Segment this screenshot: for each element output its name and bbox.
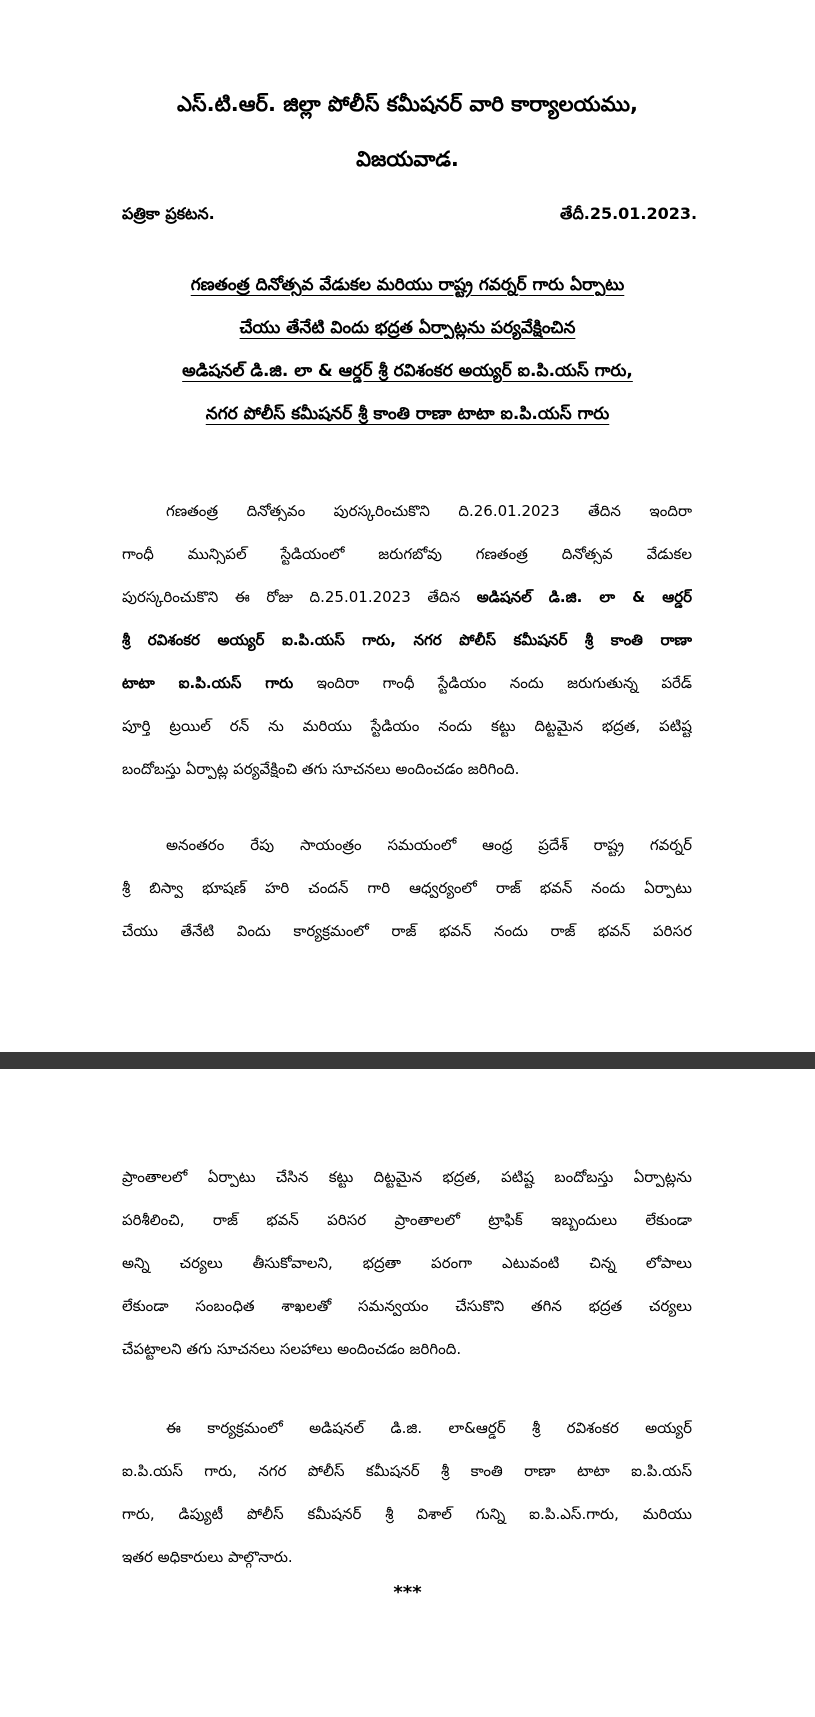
- paragraph-1-line: గాంధీ మున్సిపల్ స్టేడియంలో జరుగబోవు గణతంత్ర దినోత్సవ వేడుకల: [122, 545, 692, 563]
- headline: [100, 264, 715, 436]
- page-divider: [0, 1052, 815, 1069]
- headline-line4: నగర పోలీస్ కమీషనర్ శ్రీ కాంతి రాణా టాటా ఐ.పి.యస్ గారు: [205, 404, 610, 424]
- paragraph-1-text: పురస్కరించుకొని ఈ రోజు ది.25.01.2023 తేదిన: [122, 588, 477, 606]
- paragraph-3-line: అన్ని చర్యలు తీసుకోవాలని, భద్రతా పరంగా ఎటువంటి చిన్న లోపాలు: [122, 1254, 692, 1272]
- headline-line1: గణతంత్ర దినోత్సవ వేడుకల మరియు రాష్ట్ర గవర్నర్ గారు ఏర్పాటు: [190, 275, 625, 295]
- paragraph-1-bold-text: అడిషనల్ డి.జి. లా & ఆర్డర్: [476, 588, 692, 606]
- office-title-line1: ఎస్.టి.ఆర్. జిల్లా పోలీస్ కమీషనర్ వారి కార్యాలయము,: [176, 92, 639, 116]
- paragraph-1-line: బందోబస్తు ఏర్పాట్ల పర్యవేక్షించి తగు సూచనలు అందించడం జరిగింది.: [122, 760, 520, 778]
- paragraph-1-line: పూర్తి ట్రయిల్ రన్ ను మరియు స్టేడియం నందు కట్టు దిట్టమైన భద్రత, పటిష్ట: [122, 717, 692, 735]
- headline-line2: చేయు తేనేటి విందు భద్రత ఏర్పాట్లను పర్యవేక్షించిన: [239, 318, 576, 338]
- paragraph-3-line: చేపట్టాలని తగు సూచనలు సలహాలు అందించడం జరిగింది.: [122, 1340, 462, 1358]
- document-page-2: [0, 1069, 815, 1717]
- paragraph-1-bold-text: టాటా ఐ.పి.యస్ గారు: [122, 674, 294, 692]
- headline-line3: అడిషనల్ డి.జి. లా & ఆర్డర్ శ్రీ రవిశంకర అయ్యర్ ఐ.పి.యస్ గారు,: [182, 361, 633, 381]
- office-title-line2: విజయవాడ.: [356, 147, 459, 171]
- paragraph-3-line: ప్రాంతాలలో ఏర్పాటు చేసిన కట్టు దిట్టమైన భద్రత, పటిష్ట బందోబస్తు ఏర్పాట్లను: [122, 1168, 692, 1186]
- paragraph-1-line: [122, 662, 692, 705]
- paragraph-1: [122, 490, 692, 791]
- paragraph-2-line: చేయు తేనేటి విందు కార్యక్రమంలో రాజ్ భవన్ నందు రాజ్ భవన్ పరిసర: [122, 922, 692, 940]
- paragraph-2: [122, 824, 692, 953]
- paragraph-3-line: పరిశీలించి, రాజ్ భవన్ పరిసర ప్రాంతాలలో ట్రాఫిక్ ఇబ్బందులు లేకుండా: [122, 1211, 692, 1229]
- paragraph-4: [122, 1407, 692, 1579]
- paragraph-2-line: శ్రీ బిస్వా భూషణ్ హరి చందన్ గారి ఆధ్వర్యంలో రాజ్ భవన్ నందు ఏర్పాటు: [122, 879, 692, 897]
- release-date: తేదీ.25.01.2023.: [560, 204, 698, 223]
- paragraph-3: [122, 1156, 692, 1371]
- paragraph-1-line: [122, 576, 692, 619]
- paragraph-4-line: ఈ కార్యక్రమంలో అడిషనల్ డి.జి. లా&ఆర్డర్ శ్రీ రవిశంకర అయ్యర్: [166, 1419, 692, 1437]
- paragraph-1-text: ఇందిరా గాంధీ స్టేడియం నందు జరుగుతున్న పరేడ్: [293, 674, 692, 692]
- paragraph-4-line: గారు, డిప్యుటీ పోలీస్ కమీషనర్ శ్రీ విశాల్ గున్ని ఐ.పి.ఎస్.గారు, మరియు: [122, 1505, 692, 1523]
- paragraph-4-line: ఇతర అధికారులు పాల్గొనారు.: [122, 1548, 293, 1566]
- paragraph-2-line: అనంతరం రేపు సాయంత్రం సమయంలో ఆంధ్ర ప్రదేశ్ రాష్ట్ర గవర్నర్: [166, 836, 692, 854]
- paragraph-1-line: శ్రీ రవిశంకర అయ్యర్ ఐ.పి.యస్ గారు, నగర పోలీస్ కమీషనర్ శ్రీ కాంతి రాణా: [122, 631, 692, 649]
- end-mark: ***: [393, 1582, 422, 1603]
- press-release-label: పత్రికా ప్రకటన.: [122, 204, 215, 223]
- paragraph-1-line: గణతంత్ర దినోత్సవం పురస్కరించుకొని ది.26.01.2023 తేదిన ఇందిరా: [166, 502, 692, 520]
- paragraph-4-line: ఐ.పి.యస్ గారు, నగర పోలీస్ కమీషనర్ శ్రీ కాంతి రాణా టాటా ఐ.పి.యస్: [122, 1462, 692, 1480]
- paragraph-3-line: లేకుండా సంబంధిత శాఖలతో సమన్వయం చేసుకొని తగిన భద్రత చర్యలు: [122, 1297, 692, 1315]
